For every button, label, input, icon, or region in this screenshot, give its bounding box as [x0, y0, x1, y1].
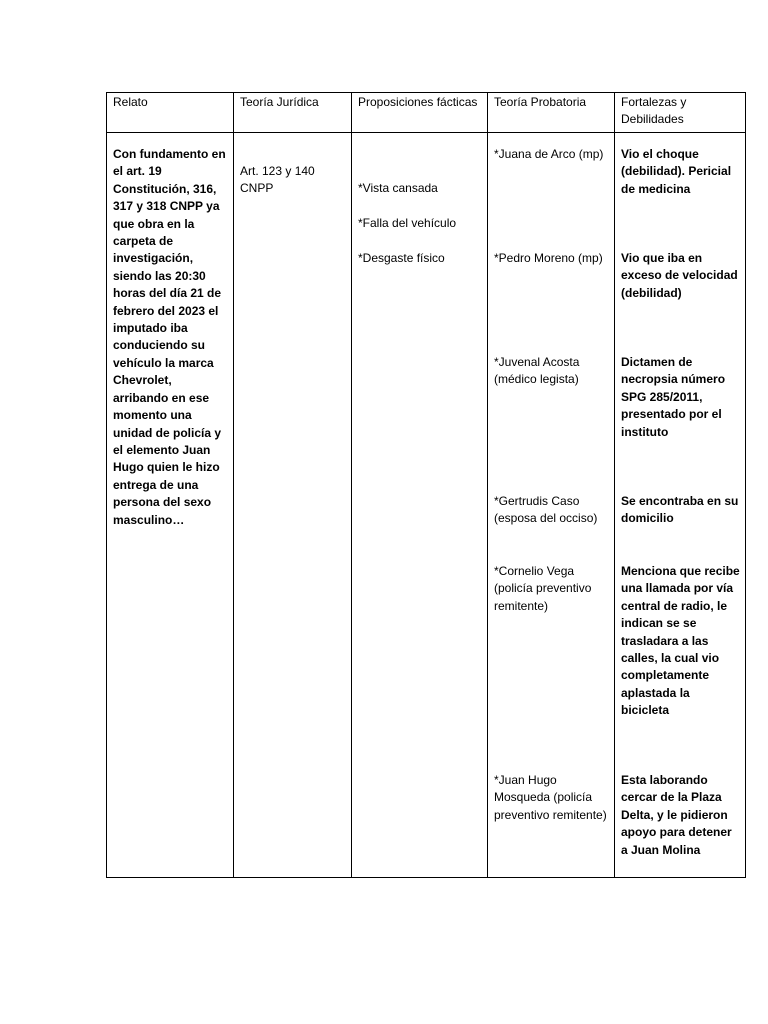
- cell-fortalezas: [615, 133, 746, 878]
- fortaleza-item: Vio que iba en exceso de velocidad (debilidad): [621, 251, 738, 300]
- table-header-row: [107, 93, 746, 133]
- fortaleza-item: Se encontraba en su domicilio: [621, 494, 739, 526]
- witness-item: *Juvenal Acosta (médico legista): [494, 355, 580, 387]
- cell-teoria-probatoria: [488, 133, 615, 878]
- cell-proposiciones: [352, 133, 488, 878]
- cell-relato: [107, 133, 234, 878]
- proposicion-item: *Desgaste físico: [358, 251, 445, 265]
- witness-item: *Juana de Arco (mp): [494, 147, 604, 161]
- teoria-juridica-text: Art. 123 y 140 CNPP: [240, 164, 315, 196]
- header-relato: Relato: [107, 93, 234, 133]
- witness-item: *Pedro Moreno (mp): [494, 251, 603, 265]
- witness-item: *Juan Hugo Mosqueda (policía preventivo remitente): [494, 773, 607, 822]
- witness-item: *Cornelio Vega (policía preventivo remitente): [494, 564, 592, 613]
- proposicion-item: *Falla del vehículo: [358, 216, 457, 230]
- header-fortalezas: Fortalezas y Debilidades: [615, 93, 746, 133]
- relato-text: Con fundamento en el art. 19 Constitución, 316, 317 y 318 CNPP ya que obra en la carpeta de investigación, siendo las 20:30 horas del día 21 de febrero del 2023 el imputado iba conduciendo su vehículo la marca Chevrolet, arribando en ese momento una unidad de policía y el elemento Juan Hugo quien le hizo entrega de una persona del sexo masculino…: [113, 147, 226, 527]
- witness-item: *Gertrudis Caso (esposa del occiso): [494, 494, 598, 526]
- header-proposiciones: Proposiciones fácticas: [352, 93, 488, 133]
- fortaleza-item: Vio el choque (debilidad). Pericial de medicina: [621, 147, 732, 196]
- header-teoria-juridica: Teoría Jurídica: [234, 93, 352, 133]
- fortaleza-item: Menciona que recibe una llamada por vía central de radio, le indican se se trasladara a las calles, la cual vio completamente aplastada la bicicleta: [621, 564, 740, 718]
- proposicion-item: *Vista cansada: [358, 181, 438, 195]
- fortaleza-item: Dictamen de necropsia número SPG 285/2011, presentado por el instituto: [621, 355, 726, 439]
- fortaleza-item: Esta laborando cercar de la Plaza Delta, y le pidieron apoyo para detener a Juan Molina: [621, 773, 732, 857]
- legal-analysis-table: [106, 92, 746, 878]
- cell-teoria-juridica: [234, 133, 352, 878]
- table-row: [107, 133, 746, 878]
- header-teoria-probatoria: Teoría Probatoria: [488, 93, 615, 133]
